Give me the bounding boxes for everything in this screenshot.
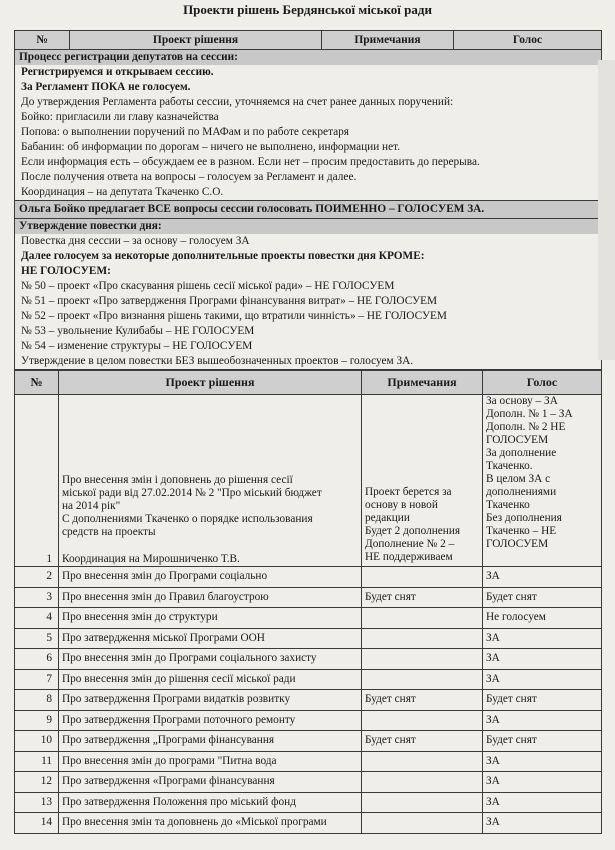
text-line: дополнениями xyxy=(486,486,557,498)
text-line: средств на проекты xyxy=(62,526,156,538)
text-line: После получения ответа на вопросы – голосуем за Регламент и далее. xyxy=(21,171,357,183)
text-line: Проект берется за xyxy=(365,486,452,498)
row-project: Про внесення змін до Програми соціально xyxy=(59,567,362,588)
row-note: Будет снят xyxy=(362,731,483,752)
text-line: № 52 – проект «Про визнання рішень такими, що втратили чинність» – НЕ ГОЛОСУЕМ xyxy=(21,310,447,322)
text-line: № 54 – изменение структуры – НЕ ГОЛОСУЕМ xyxy=(21,340,253,352)
text-line: Координация – на депутата Ткаченко С.О. xyxy=(21,186,224,198)
text-line: За Регламент ПОКА не голосуем. xyxy=(21,81,191,93)
row-vote: ЗА xyxy=(483,628,602,649)
table-row xyxy=(15,608,602,629)
row-project: Про затвердження Положення про міський фонд xyxy=(59,792,362,813)
text-line: Утверждение в целом повестки БЕЗ вышеобозначенных проектов – голосуем ЗА. xyxy=(21,355,414,367)
row-num: 10 xyxy=(15,731,59,752)
row-project: Про внесення змін до структури xyxy=(59,608,362,629)
row-note xyxy=(362,813,483,834)
row-note xyxy=(362,772,483,793)
text-line: редакции xyxy=(365,512,410,524)
row-num: 2 xyxy=(15,567,59,588)
row-project: Про затвердження «Програми фінансування xyxy=(59,772,362,793)
row-vote: ЗА xyxy=(483,792,602,813)
row1-note-lines xyxy=(365,486,479,564)
row-vote: ЗА xyxy=(483,710,602,731)
text-line: НЕ ГОЛОСУЕМ: xyxy=(21,265,111,277)
row-note: Будет снят xyxy=(362,587,483,608)
text-line: міської ради від 27.02.2014 № 2 "Про міський бюджет xyxy=(62,487,322,499)
text-line: Будет 2 дополнения xyxy=(365,525,461,537)
registration-lines xyxy=(15,65,601,200)
row-note xyxy=(362,792,483,813)
row-project: Про затвердження міської Програми ООН xyxy=(59,628,362,649)
row1-coordination: Координация на Мирошниченко Т.В. xyxy=(62,553,240,565)
t2-header-note: Примечания xyxy=(362,371,483,395)
row-project: Про внесення змін до Програми соціального захисту xyxy=(59,649,362,670)
row-num: 7 xyxy=(15,669,59,690)
text-line: Регистрируемся и открываем сессию. xyxy=(21,66,214,78)
table-row xyxy=(15,587,602,608)
row-num: 13 xyxy=(15,792,59,813)
row-vote: ЗА xyxy=(483,772,602,793)
text-line: НЕ поддерживаем xyxy=(365,551,453,563)
row-num: 9 xyxy=(15,710,59,731)
header-project: Проект рішення xyxy=(70,31,322,50)
text-line: Ткаченко xyxy=(486,499,530,511)
row-project: Про внесення змін та доповнень до «Міської програми xyxy=(59,813,362,834)
table-row xyxy=(15,751,602,772)
row-num: 3 xyxy=(15,587,59,608)
text-line: С дополнениями Ткаченко о порядке использования xyxy=(62,513,313,525)
table-row xyxy=(15,669,602,690)
row-note xyxy=(362,710,483,731)
row-note xyxy=(362,608,483,629)
text-line: В целом ЗА с xyxy=(486,473,551,485)
text-line: Дополнение № 2 – xyxy=(365,538,455,550)
row-note xyxy=(362,395,483,567)
text-line: № 53 – увольнение Кулибабы – НЕ ГОЛОСУЕМ xyxy=(21,325,255,337)
row-num: 11 xyxy=(15,751,59,772)
row-vote xyxy=(483,395,602,567)
boyko-bar: Ольга Бойко предлагает ВСЕ вопросы сессии голосовать ПОИМЕННО – ГОЛОСУЕМ ЗА. xyxy=(15,201,601,218)
row-num: 12 xyxy=(15,772,59,793)
row-vote: ЗА xyxy=(483,669,602,690)
row-num: 14 xyxy=(15,813,59,834)
agenda-lines xyxy=(15,234,601,369)
text-line: Ткаченко – НЕ xyxy=(486,525,557,537)
table-row xyxy=(15,395,602,567)
row-project: Про затвердження Програми поточного ремонту xyxy=(59,710,362,731)
row-project: Про внесення змін до програми "Питна вода xyxy=(59,751,362,772)
row-vote: Не голосуем xyxy=(483,608,602,629)
row-project: Про внесення змін до рішення сесії міської ради xyxy=(59,669,362,690)
text-line: До утверждения Регламента работы сессии, уточняемся на счет ранее данных поручений: xyxy=(21,96,454,108)
text-line: Повестка дня сессии – за основу – голосуем ЗА xyxy=(21,235,250,247)
row-vote: ЗА xyxy=(483,649,602,670)
text-line: Дополн. № 1 – ЗА xyxy=(486,408,573,420)
row-note xyxy=(362,751,483,772)
text-line: на 2014 рік" xyxy=(62,500,121,512)
text-line: Если информация есть – обсуждаем ее в разном. Если нет – просим предоставить до перерыва. xyxy=(21,156,480,168)
text-line: Далее голосуем за некоторые дополнительные проекты повестки дня КРОМЕ: xyxy=(21,250,425,262)
row-note: Будет снят xyxy=(362,690,483,711)
text-line: ГОЛОСУЕМ xyxy=(486,434,549,446)
row-vote: Будет снят xyxy=(483,587,602,608)
row-vote: ЗА xyxy=(483,813,602,834)
text-line: Бабанин: об информации по дорогам – ничего не выполнено, информации нет. xyxy=(21,141,401,153)
row-num: 6 xyxy=(15,649,59,670)
row-vote: ЗА xyxy=(483,751,602,772)
header-vote: Голос xyxy=(454,31,602,50)
registration-bar: Процесс регистрации депутатов на сессии: xyxy=(15,50,601,65)
row-num: 5 xyxy=(15,628,59,649)
text-line: Без дополнения xyxy=(486,512,562,524)
agenda-bar: Утверждение повестки дня: xyxy=(15,219,601,234)
row-vote: Будет снят xyxy=(483,690,602,711)
table-row xyxy=(15,628,602,649)
row-num: 4 xyxy=(15,608,59,629)
row-num: 8 xyxy=(15,690,59,711)
boyko-block xyxy=(14,201,602,219)
row-note xyxy=(362,567,483,588)
row-project: Про внесення змін до Правил благоустрою xyxy=(59,587,362,608)
text-line: основу в новой xyxy=(365,499,438,511)
table-row xyxy=(15,567,602,588)
header-num: № xyxy=(15,31,70,50)
text-line: Попова: о выполнении поручений по МАФам и по работе секретаря xyxy=(21,126,350,138)
t2-header-vote: Голос xyxy=(483,371,602,395)
table-row xyxy=(15,731,602,752)
row-note xyxy=(362,669,483,690)
text-line: За основу – ЗА xyxy=(486,395,558,407)
table-row xyxy=(15,690,602,711)
row-project: Про затвердження Програми видатків розвитку xyxy=(59,690,362,711)
document-title: Проекти рішень Бердянської міської ради xyxy=(183,2,432,17)
row-note xyxy=(362,628,483,649)
row1-project-lines xyxy=(62,474,358,539)
table-row xyxy=(15,710,602,731)
top-header-table xyxy=(14,30,602,50)
row-note xyxy=(362,649,483,670)
projects-table xyxy=(14,370,602,834)
registration-block xyxy=(14,50,602,201)
row-vote: ЗА xyxy=(483,567,602,588)
row-project xyxy=(59,395,362,567)
t2-header-project: Проект рішення xyxy=(59,371,362,395)
text-line: Бойко: пригласили ли главу казначейства xyxy=(21,111,219,123)
row-project: Про затвердження „Програми фінансування xyxy=(59,731,362,752)
table-row xyxy=(15,649,602,670)
text-line: Дополн. № 2 НЕ xyxy=(486,421,566,433)
text-line: ГОЛОСУЕМ xyxy=(486,538,549,550)
text-line: За дополнение xyxy=(486,447,557,459)
header-note: Примечания xyxy=(322,31,454,50)
agenda-block xyxy=(14,219,602,370)
row1-vote-lines xyxy=(486,395,598,551)
adjacent-page-edge xyxy=(598,60,615,360)
table-row xyxy=(15,813,602,834)
text-line: № 51 – проект «Про затвердження Програми фінансування витрат» – НЕ ГОЛОСУЕМ xyxy=(21,295,438,307)
text-line: Ткаченко. xyxy=(486,460,533,472)
text-line: № 50 – проект «Про скасування рішень сесії міської ради» – НЕ ГОЛОСУЕМ xyxy=(21,280,395,292)
table-row xyxy=(15,772,602,793)
row-vote: Будет снят xyxy=(483,731,602,752)
table-row xyxy=(15,792,602,813)
row-num: 1 xyxy=(15,395,59,567)
text-line: Про внесення змін і доповнень до рішення сесії xyxy=(62,474,293,486)
t2-header-num: № xyxy=(15,371,59,395)
